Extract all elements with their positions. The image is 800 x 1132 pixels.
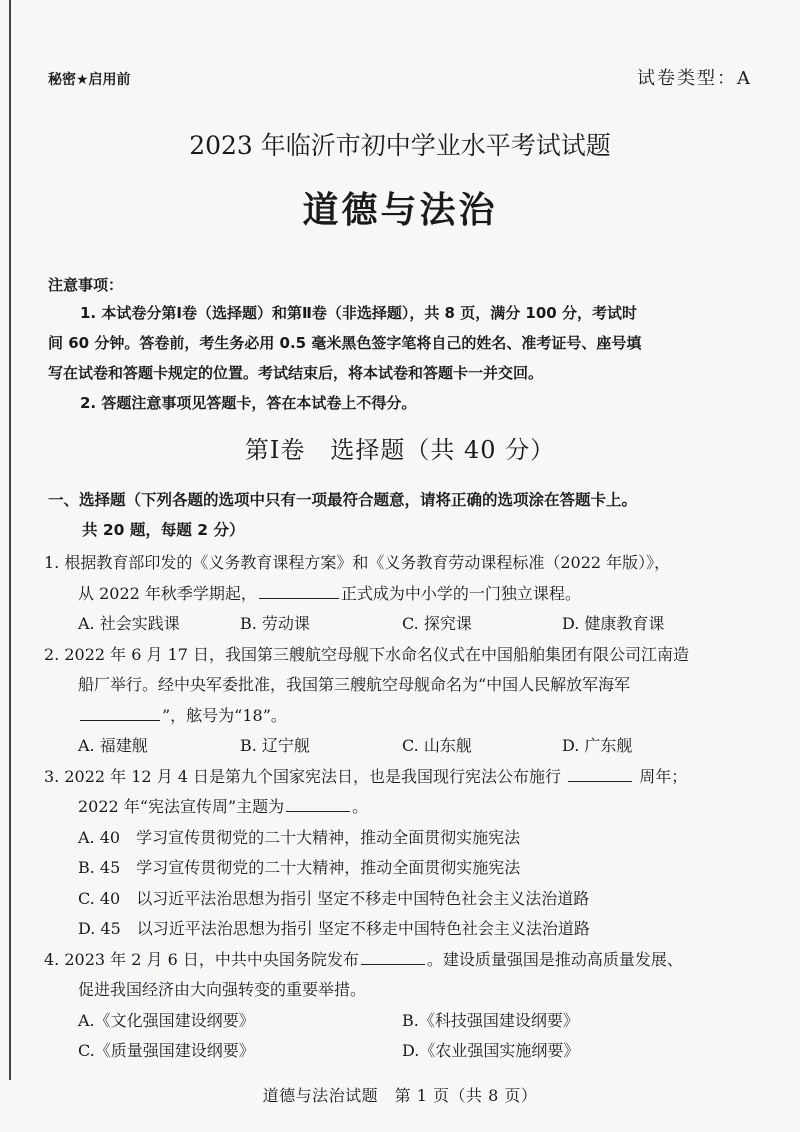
question-stem-line: 船厂举行。经中央军委批准，我国第三艘航空母舰命名为“中国人民解放军海军 — [78, 675, 631, 694]
answer-blank — [286, 793, 350, 812]
option-a: A. 40 学习宣传贯彻党的二十大精神，推动全面贯彻实施宪法 — [78, 827, 521, 847]
option-c: C. 探究课 — [402, 614, 472, 633]
answer-blank — [361, 946, 425, 965]
question-list — [44, 548, 760, 1067]
option-d: D. 广东舰 — [562, 736, 633, 755]
option-b: B. 辽宁舰 — [240, 736, 310, 755]
option-d: D. 健康教育课 — [562, 614, 665, 633]
options-row — [44, 1036, 760, 1067]
notice-item-1-line-1: 1. 本试卷分第Ⅰ卷（选择题）和第Ⅱ卷（非选择题），共 8 页，满分 100 分，考试时 — [80, 304, 637, 322]
question-2 — [44, 640, 760, 762]
part-one-line-2: 共 20 题，每题 2 分） — [82, 521, 245, 539]
option-b: B. 45 学习宣传贯彻党的二十大精神，推动全面贯彻实施宪法 — [78, 858, 521, 877]
option-a: A. 社会实践课 — [78, 614, 180, 633]
question-stem-line: ”，舷号为“18”。 — [44, 701, 760, 732]
notice-item-2: 2. 答题注意事项见答题卡，答在本试卷上不得分。 — [80, 394, 417, 412]
notice-item-1-line-3: 写在试卷和答题卡规定的位置。考试结束后，将本试卷和答题卡一并交回。 — [48, 364, 544, 382]
option-b: B. 劳动课 — [240, 614, 310, 633]
option-b: B.《科技强国建设纲要》 — [402, 1010, 579, 1030]
question-1 — [44, 548, 760, 640]
question-stem-line: 促进我国经济由大向强转变的重要举措。 — [78, 980, 367, 999]
question-3 — [44, 762, 760, 945]
subject-title: 道德与法治 — [302, 190, 498, 231]
options-row — [44, 1006, 760, 1037]
question-4 — [44, 945, 760, 1067]
question-stem-line: 从 2022 年秋季学期起， 正式成为中小学的一门独立课程。 — [44, 579, 760, 610]
option-a: A.《文化强国建设纲要》 — [78, 1010, 255, 1030]
options-row — [44, 609, 760, 640]
question-stem-line: 1. 根据教育部印发的《义务教育课程方案》和《义务教育劳动课程标准（2022 年版）》， — [44, 553, 671, 572]
page-footer: 道德与法治试题 第 1 页（共 8 页） — [262, 1086, 538, 1105]
question-stem-line: 3. 2022 年 12 月 4 日是第九个国家宪法日，也是我国现行宪法公布施行 周年； — [44, 762, 760, 793]
option-c: C. 40 以习近平法治思想为指引 坚定不移走中国特色社会主义法治道路 — [78, 888, 590, 908]
confidential-label: 秘密★启用前 — [48, 72, 131, 88]
paper-type-label: 试卷类型：A — [637, 68, 752, 89]
notice-title: 注意事项： — [48, 276, 124, 294]
question-stem-line: 2. 2022 年 6 月 17 日，我国第三艘航空母舰下水命名仪式在中国船舶集团有限公司江南造 — [44, 644, 690, 664]
section-title: 第Ⅰ卷 选择题（共 40 分） — [244, 436, 556, 464]
answer-blank — [568, 763, 632, 782]
part-one-header — [48, 485, 760, 545]
option-c: C.《质量强国建设纲要》 — [78, 1041, 255, 1060]
options-row — [44, 731, 760, 762]
notice-block — [48, 272, 756, 418]
question-stem-line: 4. 2023 年 2 月 6 日，中共中央国务院发布 。建设质量强国是推动高质量发展、 — [44, 945, 760, 976]
answer-blank — [259, 580, 339, 599]
exam-title: 2023 年临沂市初中学业水平考试试题 — [189, 131, 611, 160]
answer-blank — [80, 702, 160, 721]
notice-item-1-line-2: 间 60 分钟。答卷前，考生务必用 0.5 毫米黑色签字笔将自己的姓名、准考证号、座号填 — [48, 334, 642, 352]
option-d: D.《农业强国实施纲要》 — [402, 1041, 580, 1060]
page-edge-line — [9, 0, 11, 1080]
part-one-line-1: 一、选择题（下列各题的选项中只有一项最符合题意，请将正确的选项涂在答题卡上。 — [48, 491, 638, 509]
option-a: A. 福建舰 — [78, 736, 148, 755]
option-d: D. 45 以习近平法治思想为指引 坚定不移走中国特色社会主义法治道路 — [78, 919, 590, 938]
option-c: C. 山东舰 — [402, 736, 472, 755]
question-stem-line: 2022 年“宪法宣传周”主题为 。 — [44, 792, 760, 823]
